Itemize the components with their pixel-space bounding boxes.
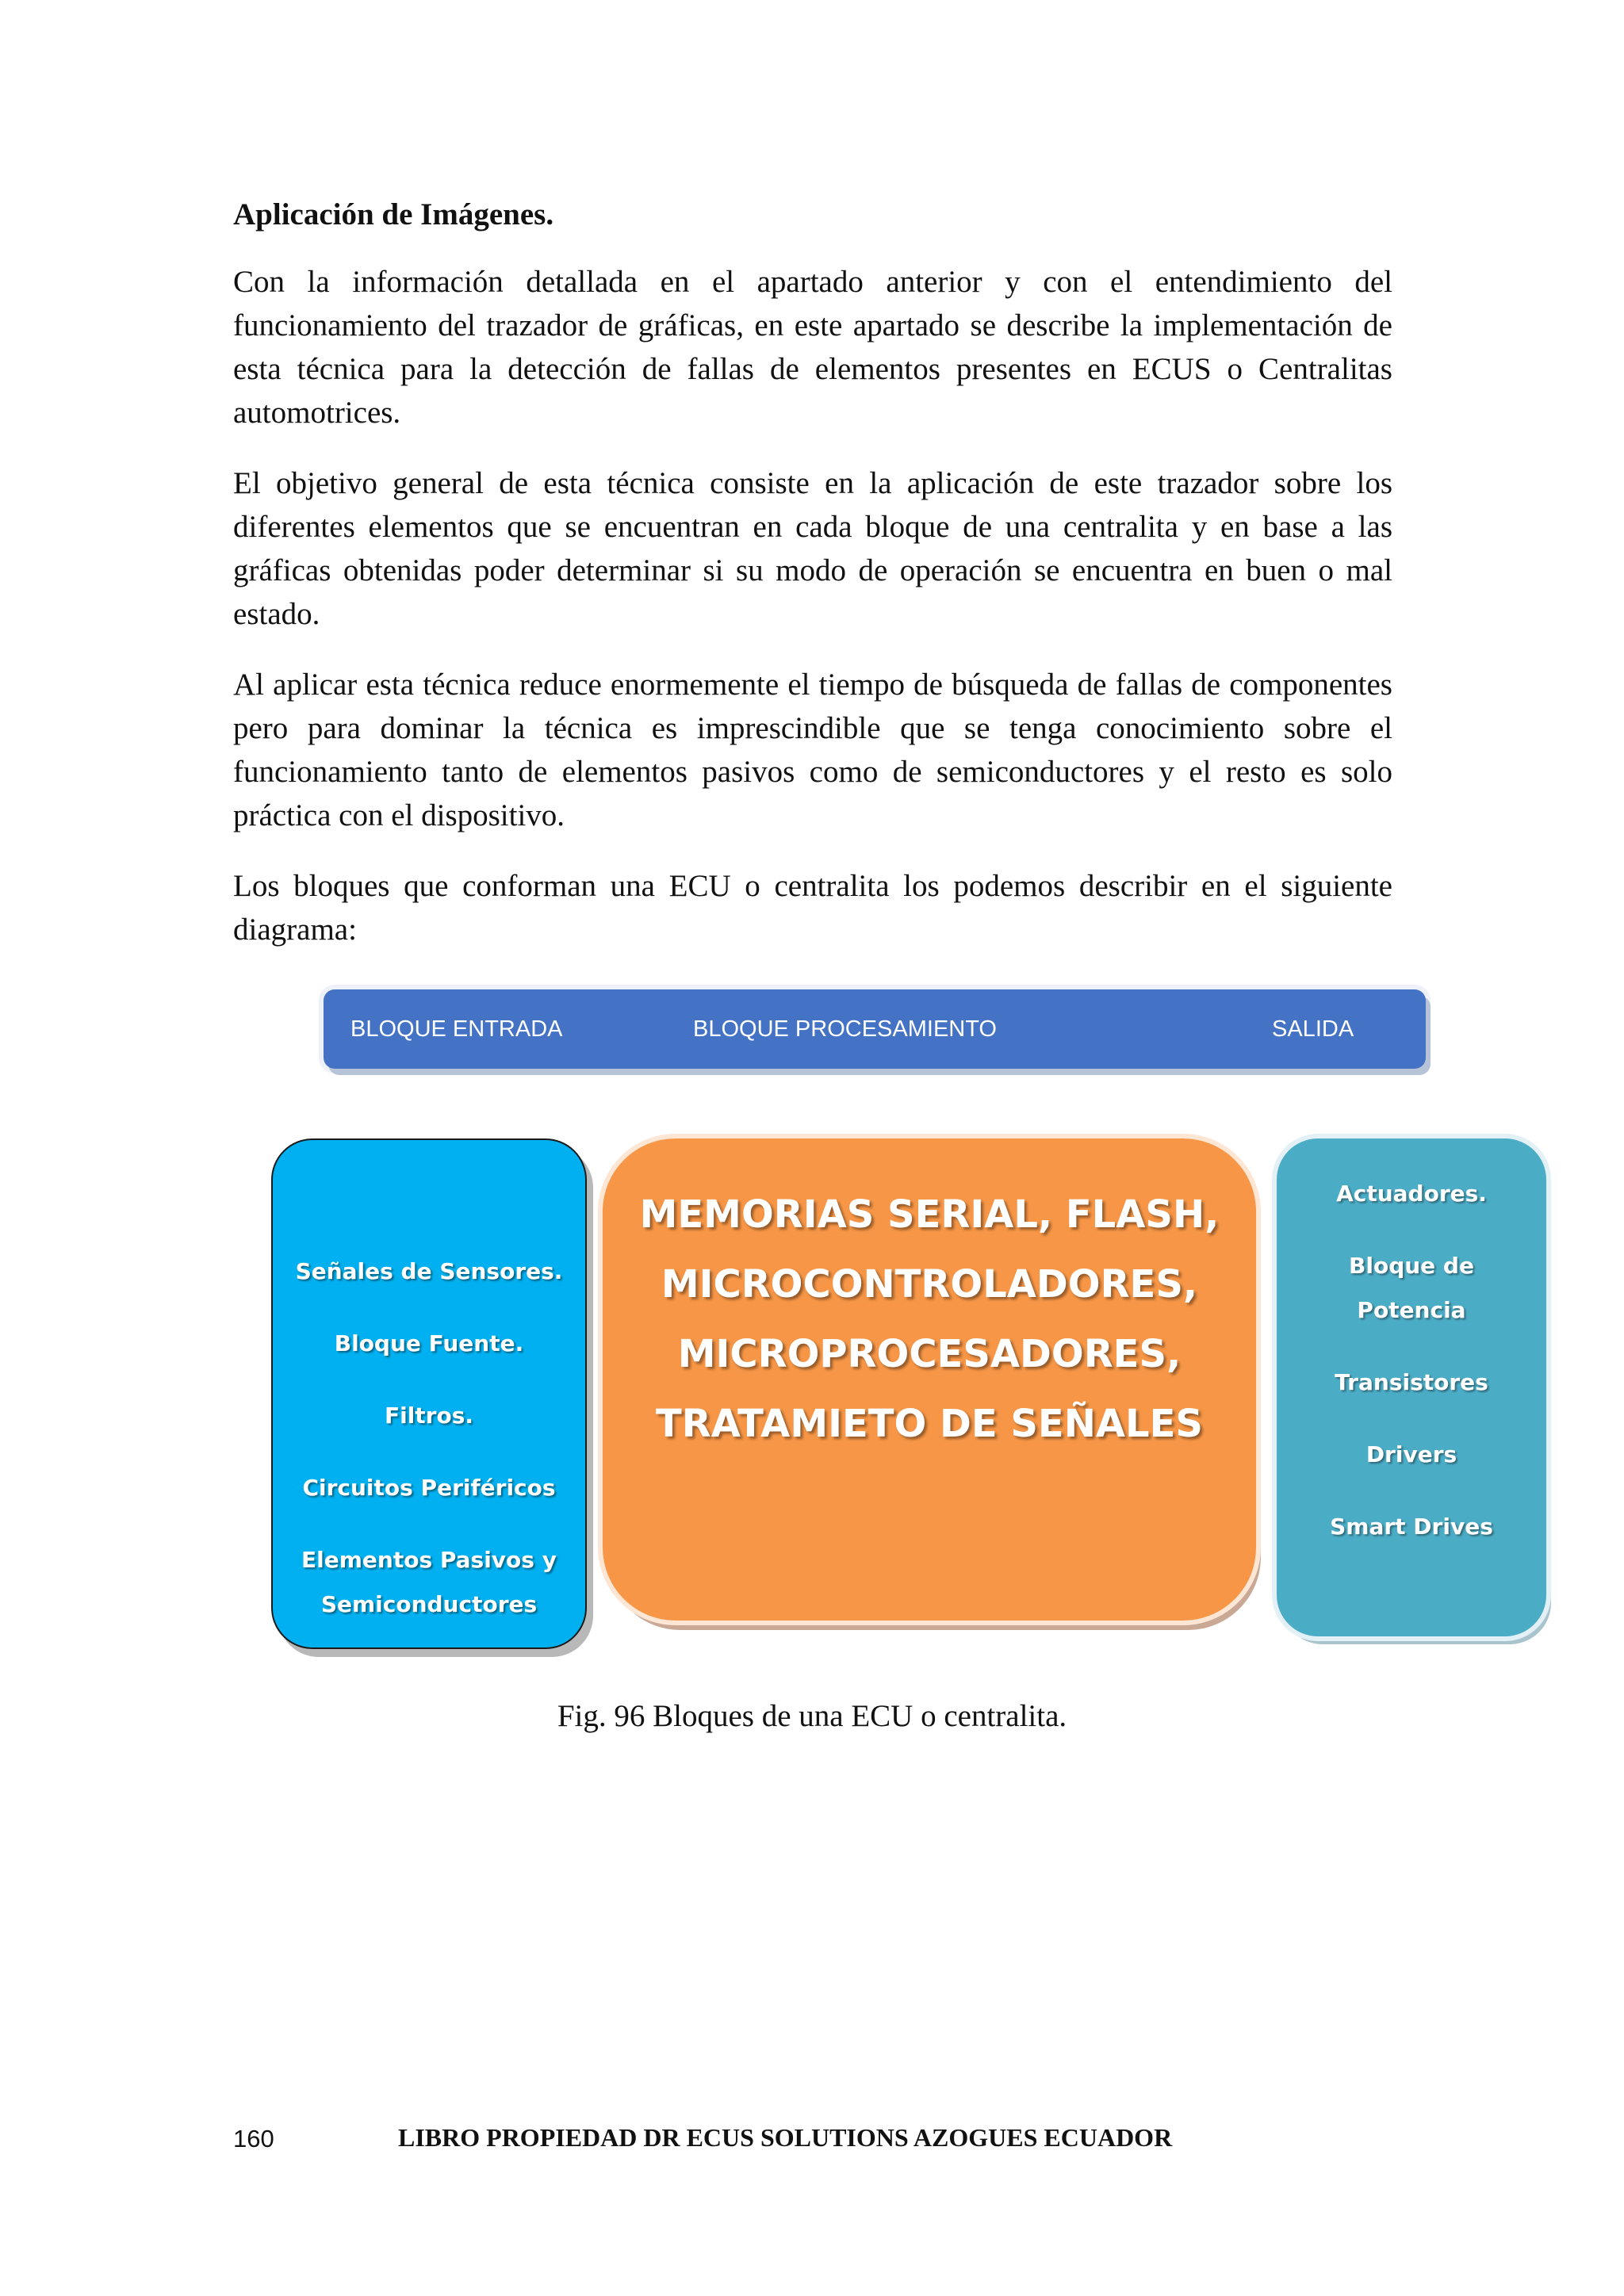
paragraph: El objetivo general de esta técnica consiste en la aplicación de este trazador sobre los diferentes elementos que se encuentran en cada bloque de una centralita y en base a las gráficas obtenidas poder determinar si su modo de operación se encuentra en buen o mal estado. (233, 466, 1392, 631)
section-heading: Aplicación de Imágenes. (233, 197, 554, 232)
paragraph: Al aplicar esta técnica reduce enormemente el tiempo de búsqueda de fallas de componentes pero para dominar la técnica es imprescindible que se tenga conocimiento sobre el funcionamiento tanto de elementos pasivos como de semiconductores y el resto es solo práctica con el dispositivo. (233, 668, 1392, 832)
input-block-item: Elementos Pasivos y (301, 1547, 557, 1573)
output-block (1277, 1138, 1546, 1636)
input-block-item: Circuitos Periféricos (302, 1475, 556, 1501)
output-block-item: Actuadores. (1336, 1181, 1487, 1207)
paragraph: Los bloques que conforman una ECU o centralita los podemos describir en el siguiente diagrama: (233, 869, 1392, 947)
processing-block-line: MICROCONTROLADORES, (661, 1262, 1198, 1307)
header-label-entrada: BLOQUE ENTRADA (350, 1016, 563, 1042)
output-block-item: Smart Drives (1330, 1513, 1493, 1540)
input-block (271, 1138, 587, 1649)
processing-block-line: MICROPROCESADORES, (677, 1332, 1182, 1376)
processing-block-line: MEMORIAS SERIAL, FLASH, (639, 1192, 1220, 1237)
input-block-item: Filtros. (384, 1402, 474, 1429)
output-block-item: Bloque de (1349, 1253, 1474, 1279)
input-block-item: Señales de Sensores. (295, 1258, 563, 1284)
input-block-item: Bloque Fuente. (334, 1330, 524, 1357)
header-label-salida: SALIDA (1272, 1016, 1354, 1042)
page-number: 160 (233, 2125, 274, 2152)
output-block-item: Drivers (1365, 1441, 1457, 1468)
processing-block-line: TRATAMIETO DE SEÑALES (656, 1402, 1203, 1446)
paragraph: Con la información detallada en el apartado anterior y con el entendimiento del funcionamiento del trazador de gráficas, en este apartado se describe la implementación de esta técnica para la detección de fallas de elementos presentes en ECUS o Centralitas automotrices. (233, 265, 1392, 430)
output-block-item: Potencia (1357, 1297, 1466, 1323)
output-block-item: Transistores (1335, 1369, 1488, 1395)
processing-block (603, 1138, 1256, 1621)
footer-text: LIBRO PROPIEDAD DR ECUS SOLUTIONS AZOGUES ECUADOR (398, 2123, 1173, 2152)
header-label-procesamiento: BLOQUE PROCESAMIENTO (693, 1016, 997, 1042)
figure-caption: Fig. 96 Bloques de una ECU o centralita. (557, 1699, 1067, 1733)
input-block-item: Semiconductores (320, 1591, 538, 1617)
diagram-header-bar (324, 989, 1426, 1069)
